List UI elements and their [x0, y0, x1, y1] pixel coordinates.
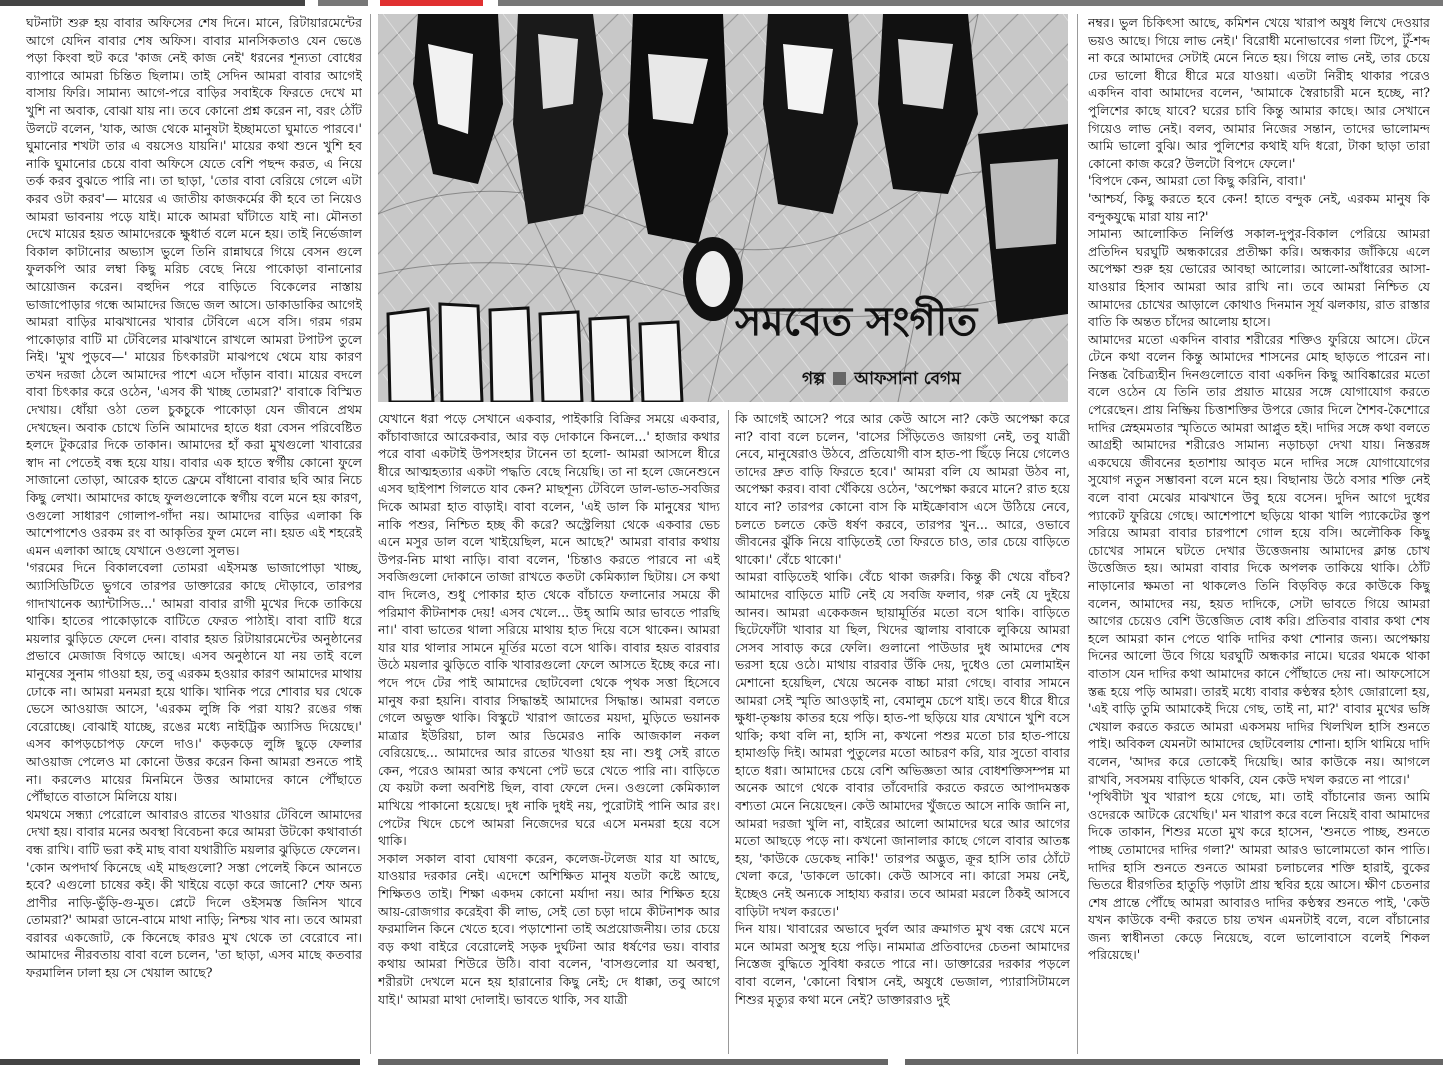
- article-column-3: [735, 410, 1070, 1054]
- paragraph: আমরা বাড়িতেই থাকি। বেঁচে থাকা জরুরি। কিন্তু কী খেয়ে বাঁচব? আমাদের বাড়িতে মাটি নেই যে সবজি ফলাব, গরু নেই যে দুইয়ে আনব। আমরা একেকজন ছায়ামূর্তির মতো বসে থাকি। বাড়িতে ছিটেফোঁটা খাবার যা ছিল, খিদের জ্বালায় বাবাকে লুকিয়ে আমরা সেসব সাবাড় করে ফেলি। গুলানো পাউডার দুধ আমাদের শেষ ভরসা হয়ে ওঠে। মাথায় বারবার উঁকি দেয়, দুধেও তো মেলামাইন মেশানো হয়েছিল, খেয়ে অনেক বাচ্চা মারা গেছে। বাবার সামনে আমরা সেই স্মৃতি আওড়াই না, বেমালুম চেপে যাই। তবে ধীরে ধীরে ক্ষুধা-তৃষ্ণায় কাতর হয়ে পড়ি। হাত-পা ছড়িয়ে যার যেখানে খুশি বসে থাকি; কথা বলি না, হাসি না, কখনো পশুর মতো চার হাত-পায়ে হামাগুড়ি দিই। আমরা পুতুলের মতো আচরণ করি, যার সুতো বাবার হাতে ধরা। আমাদের চেয়ে বেশি অভিজ্ঞতা আর বোধশক্তিসম্পন্ন মা অনেক আগে থেকে বাবার তাঁবেদারি করতে করতে আপাদমস্তক বশ্যতা মেনে নিয়েছেন। কেউ আমাদের খুঁজতে আসে নাকি জানি না, আমরা দরজা খুলি না, বাইরের আলো আমাদের ঘরে আর আগের মতো আছড়ে পড়ে না। কখনো জানালার কাছে গেলে বাবার আতঙ্ক হয়, 'কাউকে ডেকেছ নাকি!' তারপর অদ্ভুত, ক্রূর হাসি তার ঠোঁটে খেলা করে, 'ডাকলে ডাকো। কেউ আসবে না। কারো সময় নেই, ইচ্ছেও নেই অন্যকে সাহায্য করার। তবে আমরা মরলে ঠিকই আসবে বাড়িটা দখল করতে।': [735, 569, 1070, 919]
- paragraph: দিন যায়। খাবারের অভাবে দুর্বল আর ক্রমাগত মুখ বন্ধ রেখে মনে মনে আমরা অসুস্থ হয়ে পড়ি। নামমাত্র প্রতিবাদের চেতনা আমাদের নিস্তেজ বুদ্ধিতে সুবিধা করতে পারে না। ডাক্তারের দরকার পড়লে বাবা বলেন, 'কোনো বিশ্বাস নেই, অষুধে ভেজাল, প্যারাসিটামলে শিশুর মৃত্যুর কথা মনে নেই? ডাক্তাররাও দুই: [735, 921, 1070, 1007]
- byline: [802, 368, 961, 390]
- paragraph: 'গরমের দিনে বিকালবেলা তোমরা এইসমস্ত ভাজাপোড়া খাচ্ছ, অ্যাসিডিটিতে ভুগবে তারপর ডাক্তারের কাছে দৌড়াবে, তারপর গাদাখানেক অ্যান্টাসিড...' আমরা বাবার রাগী মুখের দিকে তাকিয়ে থাকি। হাতের পাকোড়াকে বাটিতে ফেরত পাঠাই। বাবা বাটি ধরে ময়লার ঝুড়িতে ফেলে দেন। বাবার হয়ত রিটায়ারমেন্টের অনুষ্ঠানের প্রভাবে মেজাজ বিগড়ে আছে। এসব অনুষ্ঠানে যা নয় তাই বলে মানুষের সুনাম গাওয়া হয়, তবু এরকম হওয়ার কারণ আমাদের মাথায় ঢোকে না। আমরা মনমরা হয়ে থাকি। খানিক পরে শোবার ঘর থেকে ভেসে আওয়াজ আসে, 'এরকম লুঙ্গি কি পরা যায়? রঙের গন্ধ বেরোচ্ছে। বোঝাই যাচ্ছে, রঙের মধ্যে নাইট্রিক অ্যাসিড দিয়েছে।' এসব কাপড়চোপড় ফেলে দাও।' কড়কড়ে লুঙ্গি ছুড়ে ফেলার আওয়াজ পেলেও মা কোনো উত্তর করেন কিনা আমরা শুনতে পাই না। করলেও মায়ের মিনমিনে উত্তর আমাদের কানে পৌঁছাতে পৌঁছাতে বাতাসে মিলিয়ে যায়।: [26, 560, 362, 805]
- column-divider: [728, 410, 729, 1054]
- paragraph: যেখানে ধরা পড়ে সেখানে একবার, পাইকারি বিক্রির সময়ে একবার, কাঁচাবাজারে আরেকবার, আর বড় দোকানে কিনলে...' হাজার কথার পরে বাবা একটাই উপসংহার টানেন তা হলো- আমরা আসলে ধীরে ধীরে আত্মহত্যার একটা পদ্ধতি বেছে নিয়েছি। তা না হলে জেনেশুনে এসব ছাইপাশ গিলতে যাব কেন? মাছশূন্য টেবিলে ডাল-ভাত-সবজির দিকে আমরা হাত বাড়াই। বাবা বলেন, 'এই ডাল কি মানুষের খাদ্য নাকি পশুর, নিশ্চিত হচ্ছ কী করে? অস্ট্রেলিয়া থেকে একবার ভেচ এনে মসুর ডাল বলে খাইয়েছিল, মনে আছে?' আমরা বাবার কথায় উপর-নিচ মাথা নাড়ি। বাবা বলেন, 'চিন্তাও করতে পারবে না এই সবজিগুলো দোকানে তাজা রাখতে কতটা কেমিক্যাল ছিটায়। সে কথা বাদ দিলেও, শুধু পোকার হাত থেকে বাঁচাতে ফলানোর সময়ে কী পরিমাণ কীটনাশক দেয়! এসব খেলে... উহ্ আমি আর ভাবতে পারছি না।' বাবা ভাতের থালা সরিয়ে মাথায় হাত দিয়ে বসে থাকেন। আমরা যার যার থালার সামনে মূর্তির মতো বসে থাকি। বাবার হয়ত বারবার উঠে ময়লার ঝুড়িতে বাকি খাবারগুলো ফেলে আসতে ইচ্ছে করে না। পদে পদে টের পাই আমাদের ছোটবেলা থেকে পৃথক সত্তা হিসেবে মানুষ করা হয়নি। বাবার সিদ্ধান্তই আমাদের সিদ্ধান্ত। আমরা বলতে গেলে অভুক্ত থাকি। বিস্কুটে খারাপ জাতের ময়দা, মুড়িতে ভয়ানক মাত্রার ইউরিয়া, চাল আর ডিমেরও নাকি আজকাল নকল বেরিয়েছে... আমাদের আর রাতের খাওয়া হয় না। শুধু সেই রাতে কেন, পরেও আমরা আর কখনো পেট ভরে খেতে পারি না। বাড়িতে যে কয়টা কলা অবশিষ্ট ছিল, বাবা ফেলে দেন। ওগুলো কেমিক্যাল মাখিয়ে পাকানো হয়েছে। দুধ নাকি দুধই নয়, পুরোটাই পানি আর রং। পেটের খিদে চেপে আমরা নিজেদের ঘরে এসে মনমরা হয়ে বসে থাকি।: [378, 411, 720, 849]
- paragraph: 'কোন অপদার্থ কিনেছে এই মাছগুলো? সস্তা পেলেই কিনে আনতে হবে? এগুলো চাষের কই। কী খাইয়ে বড়ো করে জানো? শেফ অন্য প্রাণীর নাড়ি-ভুঁড়ি-গু-মুত। প্লেটে দিলে ওইসমস্ত জিনিস খাবে তোমরা?' আমরা ডানে-বামে মাথা নাড়ি; নিশ্চয় খাব না। তবে আমরা বরাবর একজোট, কে কিনেছে কারও মুখ থেকে তা বেরোবে না। আমাদের নীরবতায় বাবা বলে চলেন, 'তা ছাড়া, এসব মাছে কতবার ফরমালিন ঢালা হয় সে খেয়াল আছে?: [26, 859, 362, 981]
- bottom-rule: [905, 1059, 1443, 1065]
- story-title: সমবেত সংগীত: [735, 298, 978, 345]
- top-rule: [0, 0, 305, 6]
- article-column-1: [26, 14, 362, 1054]
- bottom-rule: [0, 1059, 360, 1065]
- paragraph: আমাদের মতো একদিন বাবার শরীরের শক্তিও ফুরিয়ে আসে। টেনে টেনে কথা বলেন কিন্তু আমাদের শাসনের মোহ ছাড়তে পারেন না। নিস্তব্ধ বৈচিত্র্যহীন দিনগুলোতে বাবা একদিন কিছু আবিষ্কারের মতো বলে ওঠেন যে তিনি তার প্রয়াত মায়ের সঙ্গে যোগাযোগ করতে পেরেছেন। প্রায় নিষ্ক্রিয় চিত্তাশক্তির উপরে জোর দিলে শৈশব-কৈশোরে দাদির স্নেহমমতার স্মৃতিতে আমরা আপ্লুত হই। দাদির সঙ্গে কথা বলতে আগ্রহী আমাদের শরীরেও সামান্য নড়াচড়া দেখা যায়। নিস্তরঙ্গ একঘেয়ে জীবনের হতাশায় আবৃত মনে দাদির সঙ্গে যোগাযোগের সুযোগ নতুন সম্ভাবনা বলে মনে হয়। বিছানায় উঠে বসার শক্তি নেই বলে বাবা মেঝের মাঝখানে উবু হয়ে বসেন। দুদিন আগে দুধের প্যাকেট ফুরিয়ে গেছে। আশেপাশে ছড়িয়ে থাকা খালি প্যাকেটের স্তূপ সরিয়ে আমরা বাবার চারপাশে গোল হয়ে বসি। অলৌকিক কিছু চোখের সামনে ঘটতে দেখার উত্তেজনায় আমাদের ক্লান্ত চোখ উত্তেজিত হয়। আমরা বাবার দিকে অপলক তাকিয়ে থাকি। ঠোঁট নাড়ানোর ক্ষমতা না থাকলেও তিনি বিড়বিড় করে কাউকে কিছু বলেন, আমাদের নয়, হয়ত দাদিকে, সেটা ভাবতে গিয়ে আমরা আগের চেয়েও বেশি উত্তেজিত বোধ করি। প্রতিবার বাবার কথা শেষ হলে আমরা কান পেতে থাকি দাদির কথা শোনার জন্য। অপেক্ষায় দিনের আলো উবে গিয়ে ঘরঘুটি অন্ধকার নামে। ঘরের থমকে থাকা বাতাস যেন দাদির কথা আমাদের কানে পৌঁছাতে দেয় না। আফসোসে স্তব্ধ হয়ে পড়ি আমরা। তারই মধ্যে বাবার কণ্ঠস্বর হঠাৎ জোরালো হয়, 'এই বাড়ি তুমি আমাকেই দিয়ে গেছ, তাই না, মা?' বাবার মুখের ভঙ্গি খেয়াল করতে করতে আমরা একসময় দাদির খিলখিল হাসি শুনতে পাই। অবিকল যেমনটা আমাদের ছোটবেলায় শোনা। হাসি থামিয়ে দাদি বলেন, 'আদর করে তোকেই দিয়েছি। আর কাউকে নয়। আগলে রাখবি, সবসময় বাড়িতে থাকবি, যেন কেউ দখল করতে না পারে।': [1088, 331, 1430, 787]
- article-column-4: [1088, 14, 1430, 1054]
- paragraph: 'আশ্চর্য, কিছু করতে হবে কেন! হাতে বন্দুক নেই, এরকম মানুষ কি বন্দুকযুদ্ধে মারা যায় না?': [1088, 190, 1430, 224]
- column-divider: [370, 14, 371, 1054]
- top-rule-accent: [380, 0, 483, 6]
- story-author: আফসানা বেগম: [854, 369, 961, 389]
- article-column-2: [378, 410, 720, 1054]
- story-genre: গল্প: [802, 369, 826, 389]
- paragraph: কি আগেই আসে? পরে আর কেউ আসে না? কেউ অপেক্ষা করে না? বাবা বলে চলেন, 'বাসের সিঁড়িতেও জায়গা নেই, তবু যাত্রী নেবে, মানুষেরাও উঠবে, প্রতিযোগী বাস হাত-পা ছিঁড়ে নিয়ে গেলেও তাদের দ্রুত বাড়ি ফিরতে হবে।' আমরা বলি যে আমরা উঠব না, অপেক্ষা করব। বাবা খেঁকিয়ে ওঠেন, 'অপেক্ষা করবে মানে? রাত হয়ে যাবে না? তারপর কোনো বাস কি মাইক্রোবাস এসে উঠিয়ে নেবে, চলতে চলতে কেউ ধর্ষণ করবে, তারপর খুন... আরে, ওভাবে জীবনের ঝুঁকি নিয়ে বাড়িতেই তো ফিরতে চাও, তার চেয়ে বাড়িতে থাকো।' বেঁচে থাকো।': [735, 411, 1070, 567]
- top-rule: [498, 0, 1443, 6]
- square-bullet-icon: [833, 372, 846, 385]
- paragraph: সামান্য আলোকিত নির্লিপ্ত সকাল-দুপুর-বিকাল পেরিয়ে আমরা প্রতিদিন ঘরঘুটি অন্ধকারের প্রতীক্ষা করি। অন্ধকার জাঁকিয়ে এলে অপেক্ষা শুরু হয় ভোরের আবছা আলোর। আলো-আঁধারের আসা-যাওয়ার হিসাব আমরা আর রাখি না। তবে আমরা নিশ্চিত যে আমাদের চোখের আড়ালে কোথাও দিনমান সূর্য ঝলকায়, রাত রাস্তার বাতি কি অন্তত চাঁদের আলোয় হাসে।: [1088, 226, 1430, 330]
- bottom-rule: [378, 1059, 888, 1065]
- paragraph: ঘটনাটা শুরু হয় বাবার অফিসের শেষ দিনে। মানে, রিটায়ারমেন্টের আগে যেদিন বাবার শেষ অফিস। বাবার মানসিকতাও যেন ভেঙে পড়া কিংবা হুট করে 'কাজ নেই কাজ নেই' ধরনের শূন্যতা বোধের ব্যাপারে আমরা চিন্তিত ছিলাম। তাই সেদিন আমরা বাবার আগেই বাসায় ফিরি। সামান্য আগে-পরে বাড়ির সবাইকে ফিরতে দেখে মা খুশি না অবাক, বোঝা যায় না। তবে কোনো প্রশ্ন করেন না, বরং ঠোঁট উলটে বলেন, 'যাক, আজ থেকে মানুষটা ইচ্ছামতো ঘুমাতে পারবে।' ঘুমানোর শখটা তার এ বয়সেও যায়নি।' মায়ের কথা শুনে খুশি হব নাকি ঘুমানোর চেয়ে বাবা অফিসে যেতে বেশি পছন্দ করত, এ নিয়ে তর্ক করব বুঝতে পারি না। তা ছাড়া, 'তোর বাবা বেরিয়ে গেলে এটা করব ওটা করব'— মায়ের এ জাতীয় কাজকর্মের কী হবে তা নিয়েও আমরা ভাবনায় পড়ে যাই। মাকে আমরা ঘাঁটাতে যাই না। মৌনতা দেখে মায়ের হয়ত আমাদেরকে ক্ষুধার্ত বলে মনে হয়। তাই নির্ভেজাল বিকাল কাটানোর অভ্যাস ভুলে তিনি রান্নাঘরে গিয়ে বেসন গুলে ফুলকপি আর লম্বা কিছু মরিচ বেছে নিয়ে পাকোড়া বানানোর আয়োজন করেন। বহুদিন পরে বাড়িতে বিকেলের নাস্তায় ভাজাপোড়ার গন্ধে আমাদের জিভে জল আসে। ডাকাডাকির আগেই আমরা বাড়ির মাঝখানের খাবার টেবিলে এসে বসি। গরম গরম পাকোড়ার বাটি মা টেবিলের মাঝখানে রাখলে আমরা টপাটপ তুলে নিই। 'মুখ পুড়বে—' মায়ের চিৎকারটা মাঝপথে থেমে যায় কারণ তখন দরজা ঠেলে আমাদের পাশে এসে দাঁড়ান বাবা। মায়ের বদলে বাবা চিৎকার করে ওঠেন, 'এসব কী খাচ্ছ তোমরা?' বাবাকে বিস্মিত দেখায়। ধোঁয়া ওঠা তেল চুকচুকে পাকোড়া যেন জীবনে প্রথম দেখছেন। অবাক চোখে তিনি আমাদের হাতে ধরা বেসন পরিবেষ্টিত হলদে টুকরোর দিকে তাকান। আমাদের হাঁ করা মুখগুলো খাবারের স্বাদ না পেতেই বন্ধ হয়ে যায়। বাবার এক হাতে স্বর্গীয় কোনো ফুলে সাজানো তোড়া, আরেক হাতে ফ্রেমে বাঁধানো বাবার ছবি আর নিচে কিছু লেখা। আমাদের কাছে ফুলগুলোকে স্বর্গীয় বলে মনে হয় কারণ, ওগুলো সাধারণ গোলাপ-গাঁদা নয়। আমাদের বাড়ির এলাকা কি আশেপাশেও ওরকম রং বা আকৃতির ফুল মেলে না। হয়ত এই শহরেই এমন এলাকা আছে যেখানে ওগুলো সুলভ।: [26, 15, 362, 558]
- paragraph: 'বিপদে কেন, আমরা তো কিছু করিনি, বাবা।': [1088, 173, 1307, 189]
- paragraph: সকাল সকাল বাবা ঘোষণা করেন, কলেজ-টলেজ যার যা আছে, যাওয়ার দরকার নেই। এদেশে অশিক্ষিত মানুষ যতটা কষ্টে আছে, শিক্ষিতও তাই। শিক্ষা একদম কোনো মর্যাদা নয়। আর শিক্ষিত হয়ে আয়-রোজগার করেইবা কী লাভ, সেই তো চড়া দামে কীটনাশক আর ফরমালিন কিনে খেতে হবে। পড়াশোনা তাই অপ্রয়োজনীয়। তার চেয়ে বড় কথা বাইরে বেরোলেই সড়ক দুর্ঘটনা আর ধর্ষণের ভয়। বাবার কথায় আমরা শিউরে উঠি। বাবা বলেন, 'বাসগুলোর যা অবস্থা, শরীরটা দেখলে মনে হয় হারানোর কিছু নেই; দে ধাক্কা, তবু আগে যাই।' আমরা মাথা দোলাই। ভাবতে থাকি, সব যাত্রী: [378, 850, 720, 1007]
- column-divider: [1077, 14, 1078, 1054]
- paragraph: নম্বর। ভুল চিকিৎসা আছে, কমিশন খেয়ে খারাপ অষুধ লিখে দেওয়ার ভয়ও আছে। গিয়ে লাভ নেই।' বিরোধী মনোভাবের গলা টিপে, টুঁ-শব্দ না করে আমাদের সেটাই মেনে নিতে হয়। গিয়ে লাভ নেই, তার চেয়ে ঢের ভালো ধীরে ধীরে মরে যাওয়া। এতটা নিরীহ থাকার পরেও একদিন বাবা আমাদের বলেন, 'আমাকে স্বৈরাচারী মনে হচ্ছে, না? পুলিশের কাছে যাবে? ঘরের চাবি কিন্তু আমার কাছে। আর সেখানে গিয়েও লাভ নেই। বলব, আমার নিজের সন্তান, তাদের ভালোমন্দ আমি ভালো বুঝি। আর পুলিশের কথাই যদি ধরো, টাকা ছাড়া তারা কোনো কাজ করে? উলটো বিপদে ফেলে।': [1088, 15, 1430, 171]
- paragraph: থমথমে সন্ধ্যা পেরোলে আবারও রাতের খাওয়ার টেবিলে আমাদের দেখা হয়। বাবার মনের অবস্থা বিবেচনা করে আমরা উটকো কথাবার্তা বন্ধ রাখি। বাটি ভরা কই মাছ বাবা যথারীতি ময়লার ঝুড়িতে ফেলেন।: [26, 806, 362, 857]
- paragraph: 'পৃথিবীটা খুব খারাপ হয়ে গেছে, মা। তাই বাঁচানোর জন্য আমি ওদেরকে আটকে রেখেছি।' মন খারাপ করে বলে নিয়েই বাবা আমাদের দিকে তাকান, শিশুর মতো মুখ করে হাসেন, 'শুনতে পাচ্ছ, শুনতে পাচ্ছ তোমাদের দাদির গলা?' আমরা আরও ভালোমতো কান পাতি। দাদির হাসি শুনতে শুনতে আমরা চলাচলের শক্তি হারাই, বুকের ভিতরে ধীরগতির হাতুড়ি পড়াটা প্রায় স্থবির হয়ে আসে। ক্ষীণ চেতনার শেষ প্রান্তে পৌঁছে আমরা আবারও দাদির কণ্ঠস্বর শুনতে পাই, 'কেউ যখন কাউকে বন্দী করতে চায় তখন এমনটাই বলে, বলে বাঁচানোর জন্য স্বাধীনতা কেড়ে নিয়েছে, বলে ভালোবাসে বলেই শিকল পরিয়েছে।': [1088, 789, 1430, 963]
- top-rule: [318, 0, 368, 6]
